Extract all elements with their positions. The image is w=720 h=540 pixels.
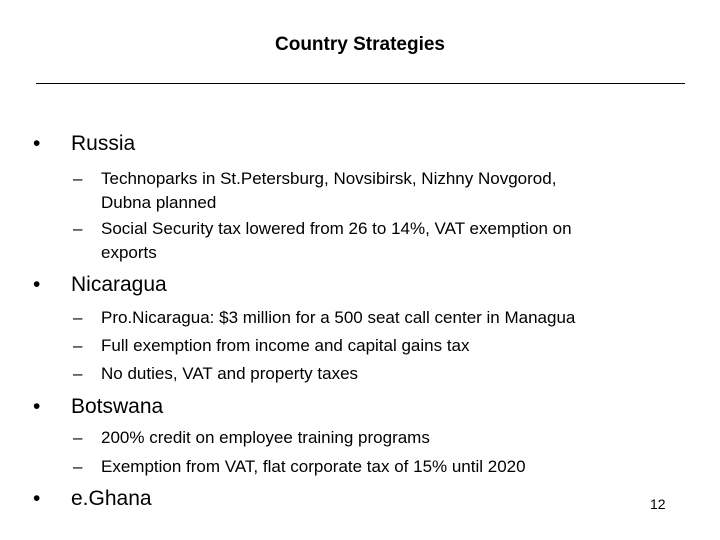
dash-marker: – xyxy=(73,219,83,238)
bullet-russia xyxy=(33,132,135,156)
dash-marker: – xyxy=(73,169,83,188)
bullet-marker: • xyxy=(33,395,41,418)
dash-marker: – xyxy=(73,364,83,383)
bullet-marker: • xyxy=(33,132,41,155)
sub-item xyxy=(73,167,556,215)
sub-item xyxy=(73,426,430,450)
bullet-heading: Botswana xyxy=(71,395,164,418)
sub-item-line: exports xyxy=(101,243,157,262)
title-divider xyxy=(36,83,685,84)
dash-marker: – xyxy=(73,428,83,447)
dash-marker: – xyxy=(73,336,83,355)
slide-title: Country Strategies xyxy=(275,34,445,55)
sub-item-line: Technoparks in St.Petersburg, Novsibirsk, Nizhny Novgorod, xyxy=(101,169,557,188)
sub-item-line: Full exemption from income and capital gains tax xyxy=(101,336,470,355)
bullet-botswana xyxy=(33,395,163,419)
dash-marker: – xyxy=(73,457,83,476)
bullet-heading: Nicaragua xyxy=(71,273,167,296)
bullet-marker: • xyxy=(33,273,41,296)
sub-item-line: Social Security tax lowered from 26 to 14%, VAT exemption on xyxy=(101,219,572,238)
sub-item xyxy=(73,455,526,479)
sub-item-line: Dubna planned xyxy=(101,193,217,212)
bullet-heading: Russia xyxy=(71,132,136,155)
bullet-eghana xyxy=(33,487,152,511)
sub-item-line: 200% credit on employee training programs xyxy=(101,428,430,447)
sub-item-line: Exemption from VAT, flat corporate tax of 15% until 2020 xyxy=(101,457,526,476)
sub-item-line: Pro.Nicaragua: $3 million for a 500 seat call center in Managua xyxy=(101,308,576,327)
sub-item xyxy=(73,217,572,265)
bullet-heading: e.Ghana xyxy=(71,487,152,510)
dash-marker: – xyxy=(73,308,83,327)
page-number: 12 xyxy=(650,496,666,512)
bullet-marker: • xyxy=(33,487,41,510)
sub-item xyxy=(73,306,575,330)
bullet-nicaragua xyxy=(33,273,167,297)
sub-item xyxy=(73,362,358,386)
sub-item xyxy=(73,334,470,358)
sub-item-line: No duties, VAT and property taxes xyxy=(101,364,359,383)
